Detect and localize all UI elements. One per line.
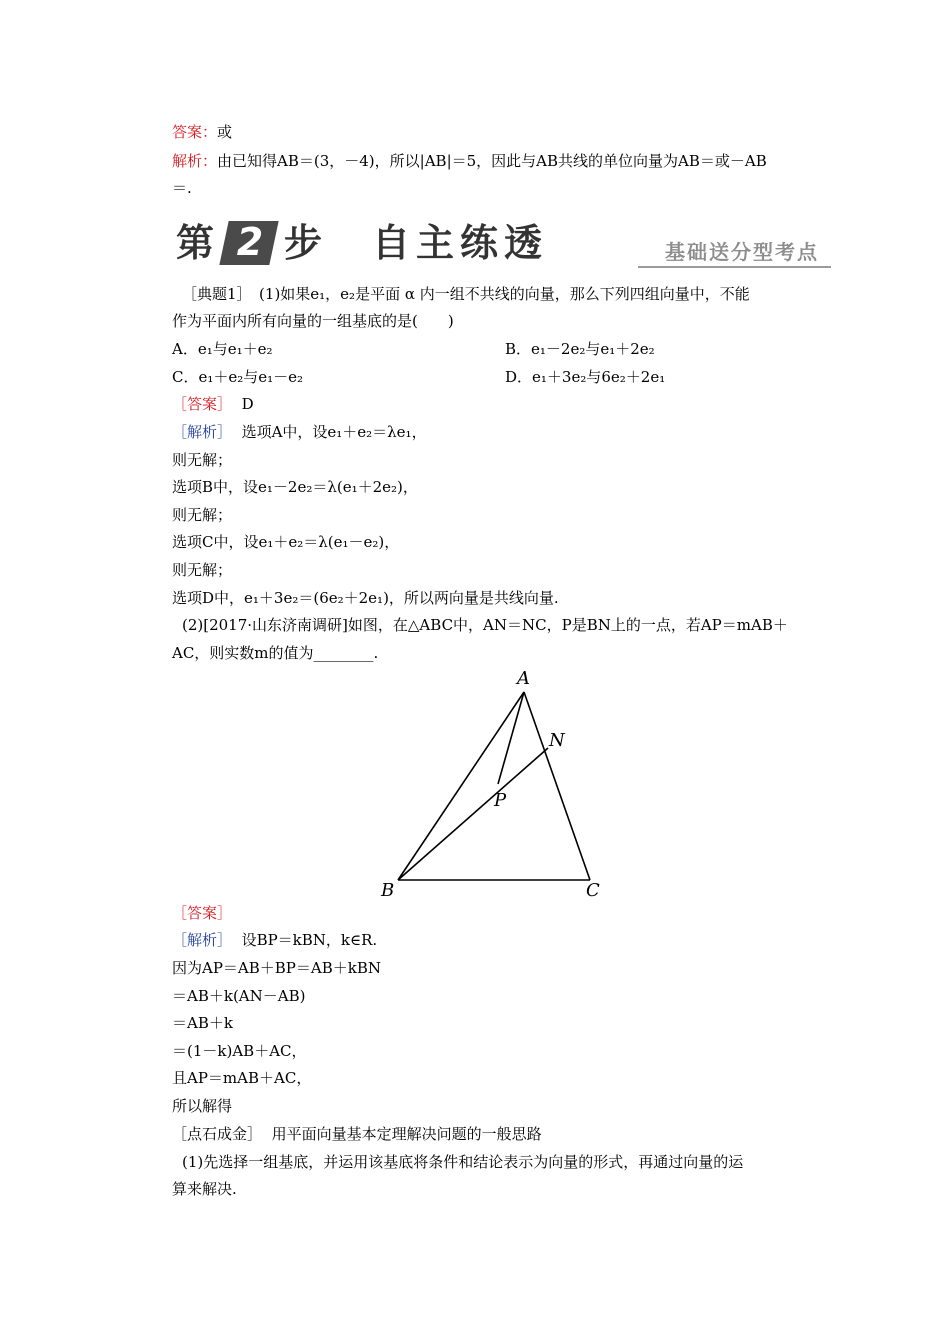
option-c: C．e₁＋e₂与e₁－e₂	[172, 368, 304, 386]
answer-text: 或	[217, 123, 233, 141]
analysis-line	[172, 151, 767, 171]
label-c: C	[586, 880, 600, 901]
q1-analysis-5: 选项C中，设e₁＋e₂＝λ(e₁－e₂)，	[172, 533, 400, 551]
banner-slogan: 自主练透	[372, 221, 549, 265]
q2-line1: (2)[2017·山东济南调研]如图，在△ABC中，AN＝NC，P是BN上的一点，若AP＝mAB＋	[182, 616, 788, 634]
option-d: D．e₁＋3e₂与6e₂＋2e₁	[505, 368, 666, 386]
segment-ap	[498, 692, 524, 784]
q1-answer-line	[172, 394, 254, 414]
analysis-text: 由已知得AB＝(3，－4)，所以|AB|＝5，因此与AB共线的单位向量为AB＝或－AB	[217, 152, 767, 170]
section-banner	[176, 218, 831, 270]
q2-analysis-1: 设BP＝kBN，k∈R.	[241, 931, 378, 949]
tip-2: 算来解决.	[172, 1180, 237, 1198]
analysis-label: 解析：	[172, 152, 218, 170]
q1-line2: 作为平面内所有向量的一组基底的是( )	[172, 312, 454, 330]
answer-label: 答案：	[172, 123, 218, 141]
tip-label: ［点石成金］	[172, 1125, 263, 1143]
q2-line2: AC，则实数m的值为________.	[172, 644, 379, 662]
tip-1: (1)先选择一组基底，并运用该基底将条件和结论表示为向量的形式，再通过向量的运	[182, 1153, 744, 1171]
label-n: N	[549, 730, 565, 751]
q2-step-5: 且AP＝mAB＋AC，	[172, 1069, 312, 1087]
q2-step-3: ＝AB＋k	[172, 1014, 233, 1032]
option-a: A．e₁与e₁＋e₂	[172, 340, 273, 358]
label-b: B	[381, 880, 395, 901]
q1-answer-label: ［答案］	[172, 395, 233, 413]
side-ac	[524, 692, 590, 880]
label-a: A	[517, 668, 530, 689]
tip-title: 用平面向量基本定理解决问题的一般思路	[271, 1125, 542, 1143]
answer-line	[172, 122, 232, 142]
banner-bu: 步	[284, 221, 323, 265]
q2-step-2: ＝AB＋k(AN－AB)	[172, 987, 306, 1005]
banner-number: 2	[236, 220, 264, 264]
q1-answer-value: D	[241, 395, 254, 413]
q1-analysis-2: 则无解；	[172, 451, 233, 469]
banner-rule	[638, 266, 831, 268]
q1-analysis-4: 则无解；	[172, 506, 233, 524]
q2-answer-label: ［答案］	[172, 904, 233, 922]
banner-subtitle: 基础送分型考点	[665, 240, 819, 264]
q1-line1: ［典题1］ (1)如果e₁，e₂是平面 α 内一组不共线的向量，那么下列四组向量中，不能	[182, 285, 750, 303]
q2-step-6: 所以解得	[172, 1097, 233, 1115]
banner-di: 第	[176, 221, 215, 265]
label-p: P	[494, 790, 507, 811]
tip-line	[172, 1124, 542, 1144]
q1-analysis-line	[172, 422, 427, 442]
q1-analysis-label: ［解析］	[172, 423, 233, 441]
triangle-figure	[380, 666, 610, 901]
q2-step-1: 因为AP＝AB＋BP＝AB＋kBN	[172, 959, 381, 977]
q1-analysis-6: 则无解；	[172, 561, 233, 579]
option-b: B．e₁－2e₂与e₁＋2e₂	[505, 340, 655, 358]
q1-analysis-3: 选项B中，设e₁－2e₂＝λ(e₁＋2e₂)，	[172, 478, 418, 496]
q2-analysis-line	[172, 930, 377, 950]
q1-analysis-1: 选项A中，设e₁＋e₂＝λe₁，	[241, 423, 427, 441]
q2-analysis-label: ［解析］	[172, 931, 233, 949]
analysis-continuation: ＝.	[172, 179, 192, 197]
q1-analysis-7: 选项D中，e₁＋3e₂＝(6e₂＋2e₁)，所以两向量是共线向量.	[172, 589, 559, 607]
q2-step-4: ＝(1－k)AB＋AC，	[172, 1042, 307, 1060]
